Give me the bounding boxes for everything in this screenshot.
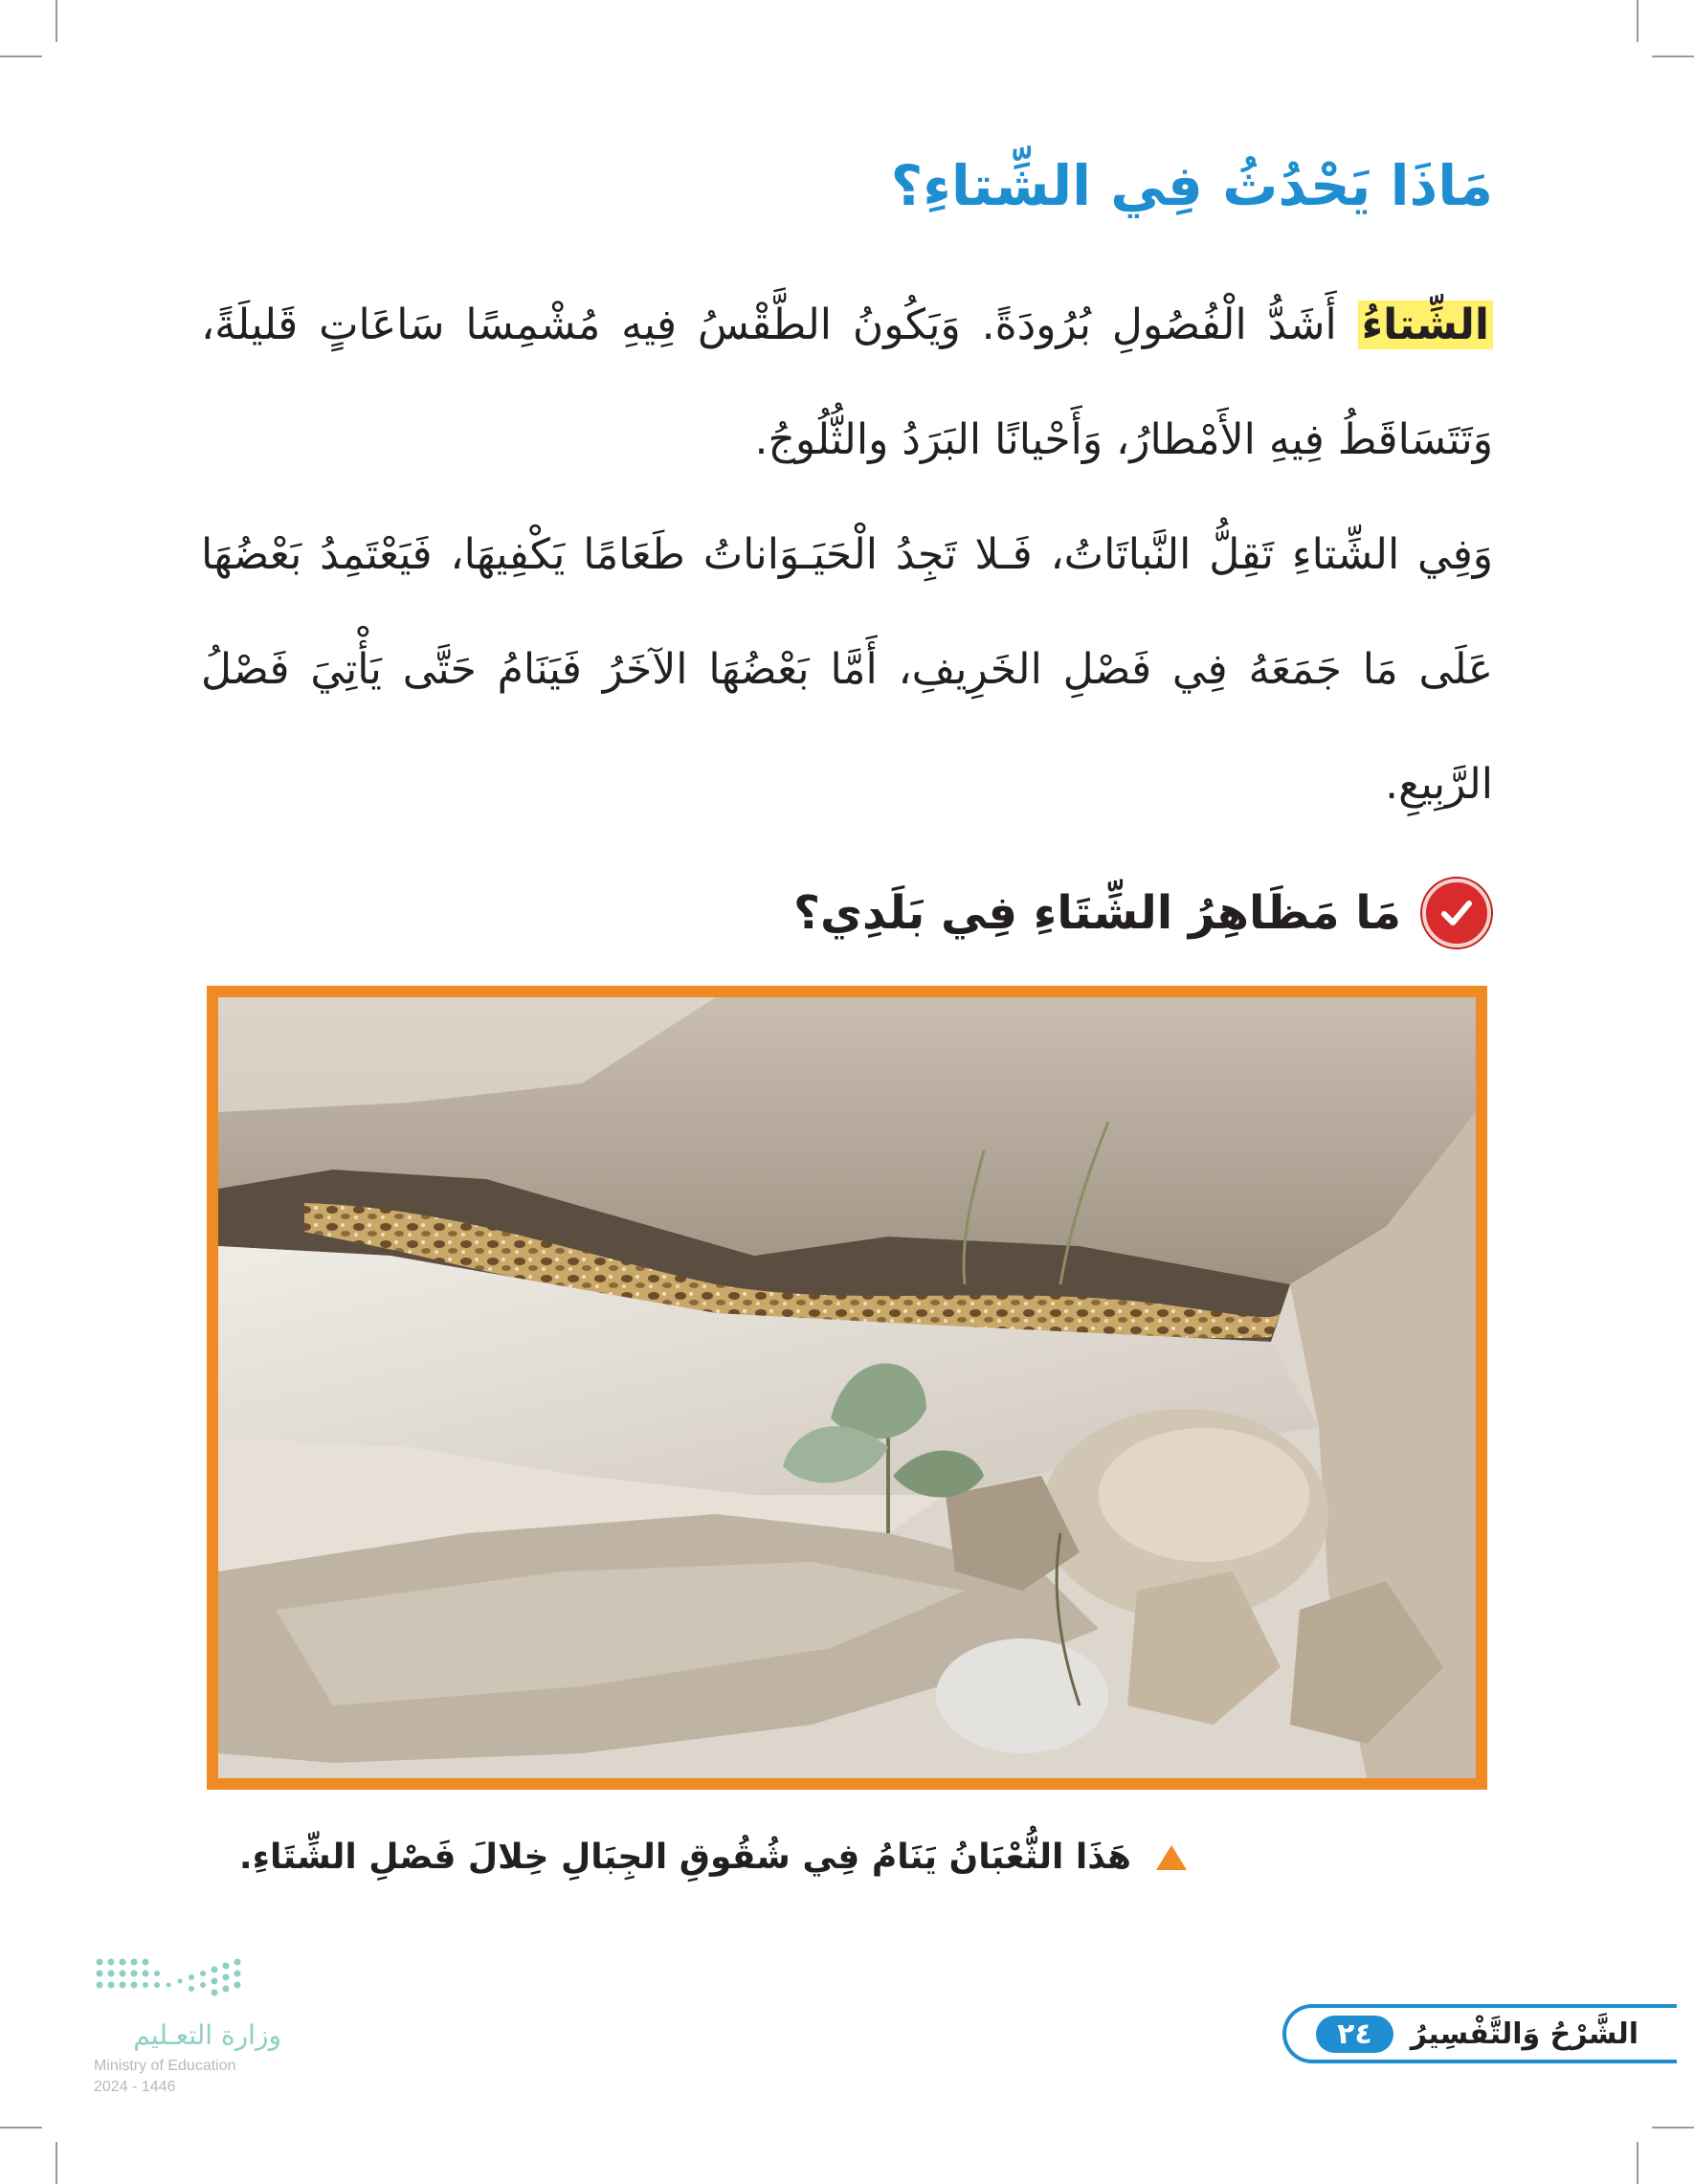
question-row [793,879,1491,947]
question-text: مَا مَظَاهِرُ الشِّتَاءِ فِي بَلَدِي؟ [793,886,1401,940]
crop-mark [1637,0,1638,42]
highlighted-term: الشِّتاءُ [1358,301,1493,349]
page-number: ٢٤ [1316,2016,1393,2053]
triangle-marker-icon [1156,1845,1187,1870]
photo-caption [239,1838,1187,1877]
section-heading: مَاذَا يَحْدُثُ فِي الشِّتاءِ؟ [890,153,1493,218]
footer-page-tab [1282,2004,1677,2063]
snake-in-rocks-illustration [218,997,1476,1778]
crop-mark [1637,2142,1638,2184]
check-icon [1422,879,1491,947]
paragraph-winter-animals: وَفِي الشِّتاءِ تَقِلُّ النَّباتَاتُ، فَـلا تَجِدُ الْحَيَـوَاناتُ طَعَامًا يَكْفِيهَا، فَيَعْتَمِدُ بَعْضُهَا عَلَى مَا جَمَعَهُ فِي فَصْلِ الخَرِيفِ، أَمَّا بَعْضُهَا الآخَرُ فَيَنَامُ حَتَّى يَأْتِيَ فَصْلُ الرَّبِيعِ. [201,530,1493,809]
paragraph-text: أَشَدُّ الْفُصُولِ بُرُودَةً. وَيَكُونُ الطَّقْسُ فِيهِ مُشْمِسًا سَاعَاتٍ قَليلَةً، وَتَتَسَاقَطُ فِيهِ الأَمْطارُ، وَأَحْيانًا البَرَدُ والثُّلُوجُ. [201,301,1493,464]
ministry-year: 2024 - 1446 [94,2079,176,2095]
crop-mark [1652,2127,1694,2128]
ministry-dots-logo [90,1952,253,2010]
crop-mark [56,0,57,42]
ministry-arabic-name: وزارة التعـليم [133,2019,281,2051]
caption-text: هَذَا الثُّعْبَانُ يَنَامُ فِي شُقُوقِ الجِبَالِ خِلالَ فَصْلِ الشِّتَاءِ. [238,1838,1131,1877]
snake-photo [207,986,1487,1790]
crop-mark [1652,56,1694,57]
crop-mark [56,2142,57,2184]
ministry-english-name: Ministry of Education [94,2058,236,2074]
crop-mark [0,2127,42,2128]
paragraph-winter-definition [201,268,1493,498]
crop-mark [0,56,42,57]
ministry-logo [90,1952,358,2095]
footer-section-label: الشَّرْحُ وَالتَّفْسِيرُ [1410,2017,1638,2051]
